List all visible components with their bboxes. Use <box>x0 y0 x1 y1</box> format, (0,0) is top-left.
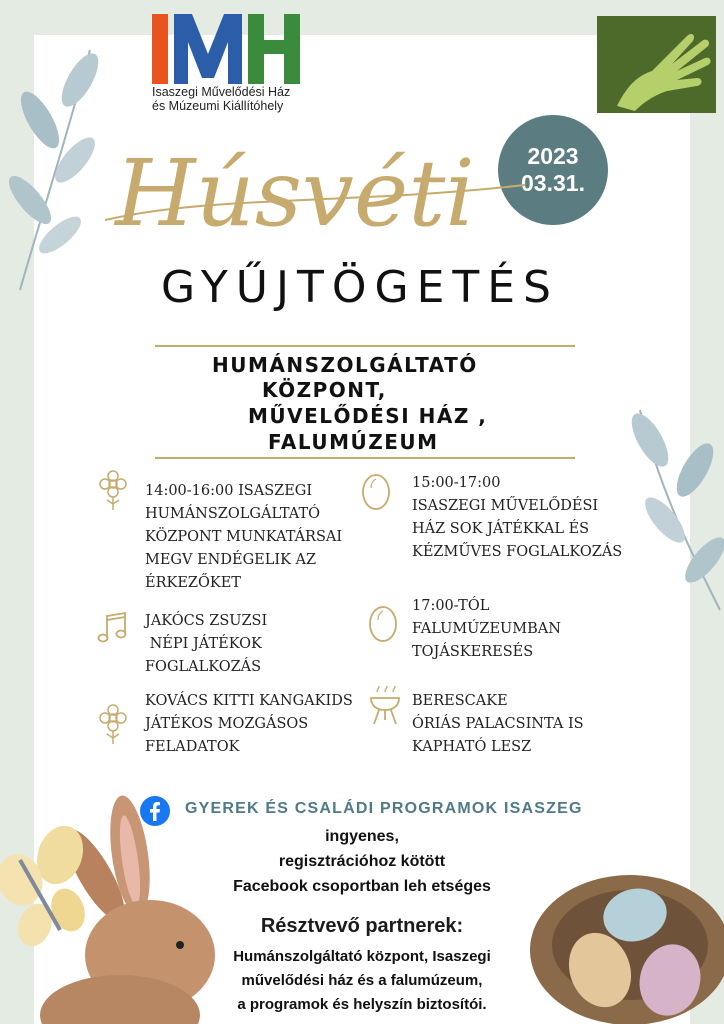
program-line: JAKÓCS ZSUZSI <box>145 613 268 629</box>
divider-bottom <box>155 457 575 459</box>
leaf-branch-left <box>0 40 110 300</box>
venue-line2: KÖZPONT, <box>262 378 387 402</box>
program-line: 17:00-TÓL <box>412 598 490 614</box>
program-palacsinta <box>412 690 584 759</box>
program-tojaskereses <box>412 595 561 664</box>
program-kangakids <box>145 690 353 759</box>
egg-icon <box>367 602 399 642</box>
program-nepi-jatekok <box>145 610 267 679</box>
program-line: FALUMÚZEUMBAN <box>412 621 561 637</box>
program-line: NÉPI JÁTÉKOK <box>145 636 262 652</box>
flower-icon <box>97 470 129 510</box>
program-line: TOJÁSKERESÉS <box>412 644 534 660</box>
program-line: FELADATOK <box>145 739 240 755</box>
partners-title: Résztvevő partnerek: <box>260 915 464 937</box>
script-title <box>95 125 535 275</box>
program-line: FOGLALKOZÁS <box>145 659 262 675</box>
egg-icon <box>360 470 392 510</box>
program-line: BERESCAKE <box>412 693 508 709</box>
grill-icon <box>369 686 401 726</box>
venue-line3: MŰVELŐDÉSI HÁZ , <box>248 404 488 428</box>
date-year: 2023 <box>527 143 579 169</box>
program-line: ÓRIÁS PALACSINTA IS <box>412 716 584 732</box>
program-line: KÖZPONT MUNKATÁRSAI <box>145 529 343 545</box>
info-facebook: Facebook csoportban leh etséges <box>233 878 491 895</box>
logo-text-line1: Isaszegi Művelődési Ház <box>152 85 291 99</box>
butterfly-illustration <box>0 820 100 960</box>
info-free: ingyenes, <box>325 828 399 845</box>
music-note-icon <box>97 608 129 648</box>
program-line: HÁZ SOK JÁTÉKKAL ÉS <box>412 521 590 537</box>
program-humanszolgaltato <box>145 480 342 595</box>
program-line: JÁTÉKOS MOZGÁSOS <box>145 716 309 732</box>
program-line: MEGV ENDÉGELIK AZ <box>145 552 317 568</box>
program-line: 14:00-16:00 ISASZEGI <box>145 483 313 499</box>
logo-text-line2: és Múzeumi Kiállítóhely <box>152 99 284 113</box>
venue-line4: FALUMÚZEUM <box>268 430 439 454</box>
leaf-branch-right <box>620 400 724 620</box>
program-line: KÉZMŰVES FOGLALKOZÁS <box>412 544 623 560</box>
imh-logo <box>152 14 302 84</box>
program-muvelodesi-haz <box>412 472 622 564</box>
program-line: 15:00-17:00 <box>412 475 501 491</box>
program-line: HUMÁNSZOLGÁLTATÓ <box>145 506 321 522</box>
partners-line2: művelődési ház és a falumúzeum, <box>241 972 483 989</box>
info-registration: regisztrációhoz kötött <box>278 853 446 870</box>
program-line: ISASZEGI MŰVELŐDÉSI <box>412 498 599 514</box>
facebook-group-name[interactable]: GYEREK ÉS CSALÁDI PROGRAMOK ISASZEG <box>185 800 583 817</box>
venue-line1: HUMÁNSZOLGÁLTATÓ <box>212 353 478 377</box>
program-line: KOVÁCS KITTI KANGAKIDS <box>145 693 353 709</box>
main-title: GYŰJTÖGETÉS <box>161 262 559 313</box>
program-line: ÉRKEZŐKET <box>145 575 241 591</box>
script-title-text: Húsvéti <box>115 140 475 247</box>
partners-line1: Humánszolgáltató központ, Isaszegi <box>233 948 491 965</box>
date-day: 03.31. <box>521 170 585 196</box>
hand-logo <box>597 16 716 113</box>
flower-icon <box>97 704 129 744</box>
program-line: KAPHATÓ LESZ <box>412 739 532 755</box>
divider-top <box>155 345 575 347</box>
hand-icon <box>597 16 716 113</box>
partners-line3: a programok és helyszín biztosítói. <box>237 996 487 1013</box>
